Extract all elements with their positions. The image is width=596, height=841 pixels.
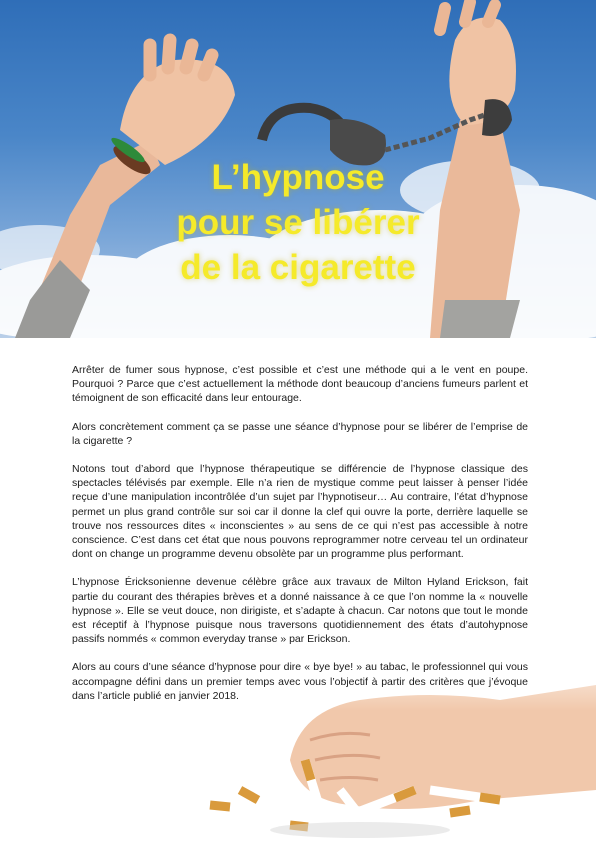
paragraph-3: Notons tout d’abord que l’hypnose thérapeutique se différencie de l’hypnose classique des spectacles télévisés par exemple. Elle n’a rien de mystique comme peut laisser à penser l’idée reçue d’une manipulation incontrôlée d’un sujet par l’hypnotiseur… Au contraire, l’état d’hypnose permet un plus grand contrôle sur soi car il donne la clef qui ouvre la porte, derrière laquelle se trouve nos ressources dites « inconscientes » au sens de ce qui n’est pas accessible à notre conscience. C’est dans cet état que nous pouvons reprogrammer notre cerveau tel un ordinateur dont on change un programme devenu obsolète par un programme plus performant.: [72, 463, 528, 561]
article-body: [72, 363, 528, 717]
paragraph-5: Alors au cours d’une séance d’hypnose pour dire « bye bye! » au tabac, le professionnel qui vous accompagne défini dans un premier temps avec vous l’objectif à partir des critères que j’évoque dans l’article publié en janvier 2018.: [72, 661, 528, 702]
paragraph-2: Alors concrètement comment ça se passe une séance d’hypnose pour se libérer de l’emprise de la cigarette ?: [72, 420, 528, 447]
paragraph-1: Arrêter de fumer sous hypnose, c’est possible et c’est une méthode qui a le vent en poupe. Pourquoi ? Parce que c’est actuellement la méthode dont beaucoup d’anciens fumeurs parlent et témoignent de son efficacité dans leur entourage.: [72, 364, 528, 405]
title-line-3: de la cigarette: [180, 248, 416, 287]
paragraph-4: L’hypnose Éricksonienne devenue célèbre grâce aux travaux de Milton Hyland Erickson, fait partie du courant des thérapies brèves et a donné naissance à ce que l’on nomme la « nouvelle hypnose ». Elle se veut douce, non dirigiste, et s’adapte à chacun. Car notons que tout le monde est réceptif à l’hypnose puisque nous traversons quotidiennement des états d’autohypnose passifs nommés « common everyday transe » par Erickson.: [72, 576, 528, 646]
title-line-1: L’hypnose: [211, 158, 385, 197]
hero-banner: [0, 0, 596, 338]
title-line-2: pour se libérer: [176, 203, 420, 242]
page-title: [0, 155, 596, 290]
